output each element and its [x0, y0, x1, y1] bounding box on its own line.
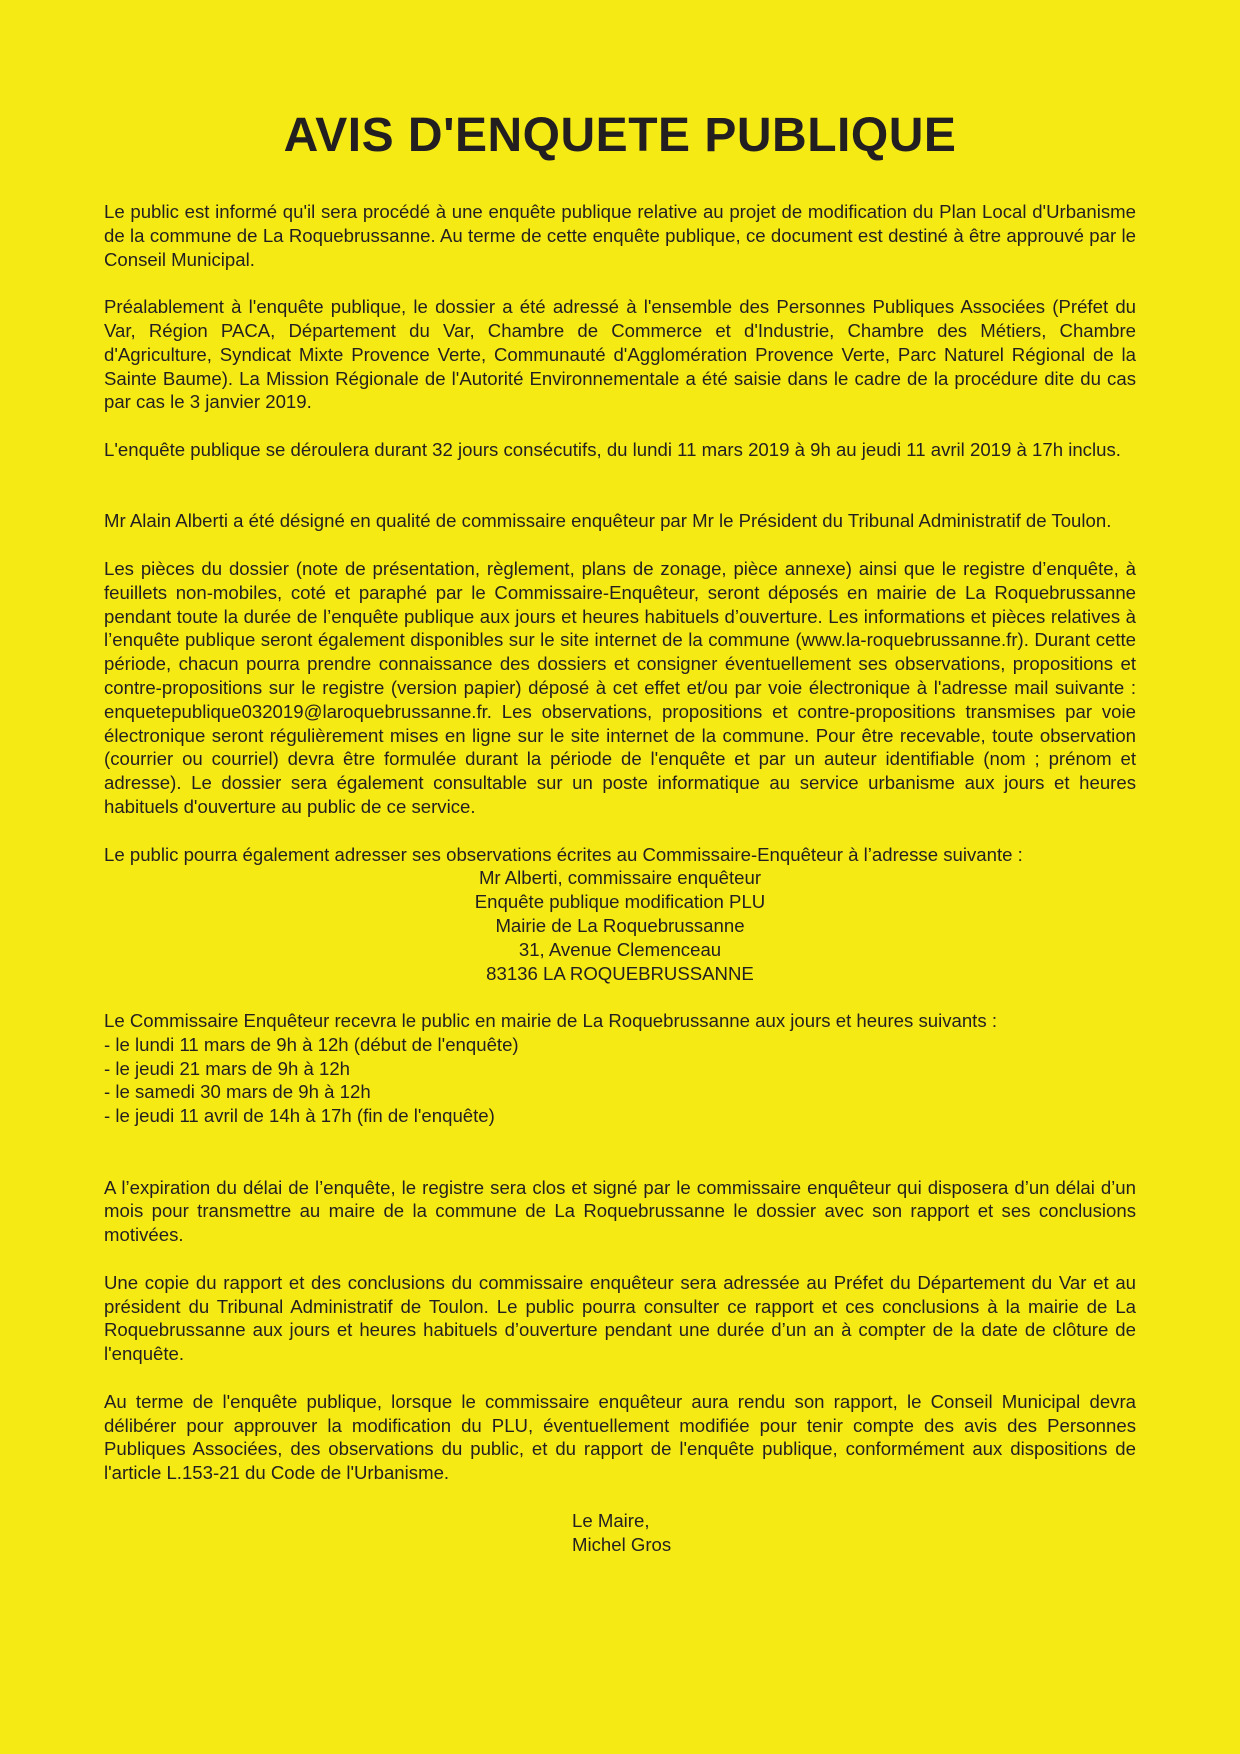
paragraph-conclusion: Au terme de l'enquête publique, lorsque le commissaire enquêteur aura rendu son rapport, le Conseil Municipal devra délibérer pour approuver la modification du PLU, éventuellement modifiée pour tenir compte des avis des Personnes Publiques Associées, des observations du public, et du rapport de l'enquête publique, conformément aux dispositions de l'article L.153-21 du Code de l'Urbanisme. [104, 1390, 1136, 1484]
notice-body [104, 200, 1136, 1556]
schedule-item: - le jeudi 11 avril de 14h à 17h (fin de l'enquête) [104, 1105, 495, 1127]
schedule-item: - le samedi 30 mars de 9h à 12h [104, 1081, 371, 1103]
paragraph-report-copy: Une copie du rapport et des conclusions du commissaire enquêteur sera adressée au Préfet du Département du Var et au président du Tribunal Administratif de Toulon. Le public pourra consulter ce rapport et ces conclusions à la mairie de La Roquebrussanne aux jours et heures habituels d’ouverture pendant une durée d’un an à compter de la date de clôture de l'enquête. [104, 1271, 1136, 1365]
address-line: 83136 LA ROQUEBRUSSANNE [486, 962, 754, 984]
address-line: 31, Avenue Clemenceau [518, 938, 722, 960]
schedule-item: - le jeudi 21 mars de 9h à 12h [104, 1057, 351, 1079]
address-line: Enquête publique modification PLU [474, 891, 766, 913]
schedule-item: - le lundi 11 mars de 9h à 12h (début de l'enquête) [104, 1033, 519, 1055]
paragraph-inquiry-expiry: A l’expiration du délai de l’enquête, le registre sera clos et signé par le commissaire enquêteur qui disposera d’un délai d’un mois pour transmettre au maire de la commune de La Roquebrussanne le dossier avec son rapport et ses conclusions motivées. [104, 1176, 1136, 1246]
paragraph-dossier-consultation: Les pièces du dossier (note de présentation, règlement, plans de zonage, pièce annexe) ainsi que le registre d’enquête, à feuillets non-mobiles, coté et paraphé par le Commissaire-Enquêteur, seront déposés en mairie de La Roquebrussanne pendant toute la durée de l’enquête publique aux jours et heures habituels d’ouverture. Les informations et pièces relatives à l’enquête publique seront également disponibles sur le site internet de la commune (www.la-roquebrussanne.fr). Durant cette période, chacun pourra prendre connaissance des dossiers et consigner éventuellement ses observations, propositions et contre-propositions sur le registre (version papier) déposé à cet effet et/ou par voie électronique à l'adresse mail suivante : enquetepublique032019@laroquebrussanne.fr. Les observations, propositions et contre-propositions transmises par voie électronique seront régulièrement mises en ligne sur le site internet de la commune. Pour être recevable, toute observation (courrier ou courriel) devra être formulée durant la période de l'enquête et par un auteur identifiable (nom ; prénom et adresse). Le dossier sera également consultable sur un poste informatique au service urbanisme aux jours et heures habituels d'ouverture au public de ce service. [104, 557, 1136, 817]
paragraph-commissioner-designation: Mr Alain Alberti a été désigné en qualité de commissaire enquêteur par Mr le Président du Tribunal Administratif de Toulon. [104, 510, 1112, 532]
signature-role: Le Maire, [572, 1509, 650, 1531]
paragraph-reception-schedule-intro: Le Commissaire Enquêteur recevra le public en mairie de La Roquebrussanne aux jours et heures suivants : [104, 1010, 997, 1032]
notice-title: AVIS D'ENQUETE PUBLIQUE [283, 109, 957, 162]
commissioner-postal-address [104, 866, 1136, 985]
reception-schedule-list [104, 1033, 1136, 1128]
address-line: Mr Alberti, commissaire enquêteur [478, 867, 762, 889]
address-line: Mairie de La Roquebrussanne [495, 914, 745, 936]
paragraph-associated-public-bodies: Préalablement à l'enquête publique, le dossier a été adressé à l'ensemble des Personnes Publiques Associées (Préfet du Var, Région PACA, Département du Var, Chambre de Commerce et d'Industrie, Chambre des Métiers, Chambre d'Agriculture, Syndicat Mixte Provence Verte, Communauté d'Agglomération Provence Verte, Parc Naturel Régional de la Sainte Baume). La Mission Régionale de l'Autorité Environnementale a été saisie dans le cadre de la procédure dite du cas par cas le 3 janvier 2019. [104, 296, 1136, 413]
paragraph-inquiry-duration: L'enquête publique se déroulera durant 32 jours consécutifs, du lundi 11 mars 2019 à 9h au jeudi 11 avril 2019 à 17h inclus. [104, 438, 1121, 460]
signature-name: Michel Gros [572, 1533, 672, 1555]
paragraph-written-observations: Le public pourra également adresser ses observations écrites au Commissaire-Enquêteur à l’adresse suivante : [104, 843, 1023, 865]
paragraph-intro: Le public est informé qu'il sera procédé à une enquête publique relative au projet de modification du Plan Local d'Urbanisme de la commune de La Roquebrussanne. Au terme de cette enquête publique, ce document est destiné à être approuvé par le Conseil Municipal. [104, 201, 1136, 270]
signature-block [104, 1509, 1136, 1557]
